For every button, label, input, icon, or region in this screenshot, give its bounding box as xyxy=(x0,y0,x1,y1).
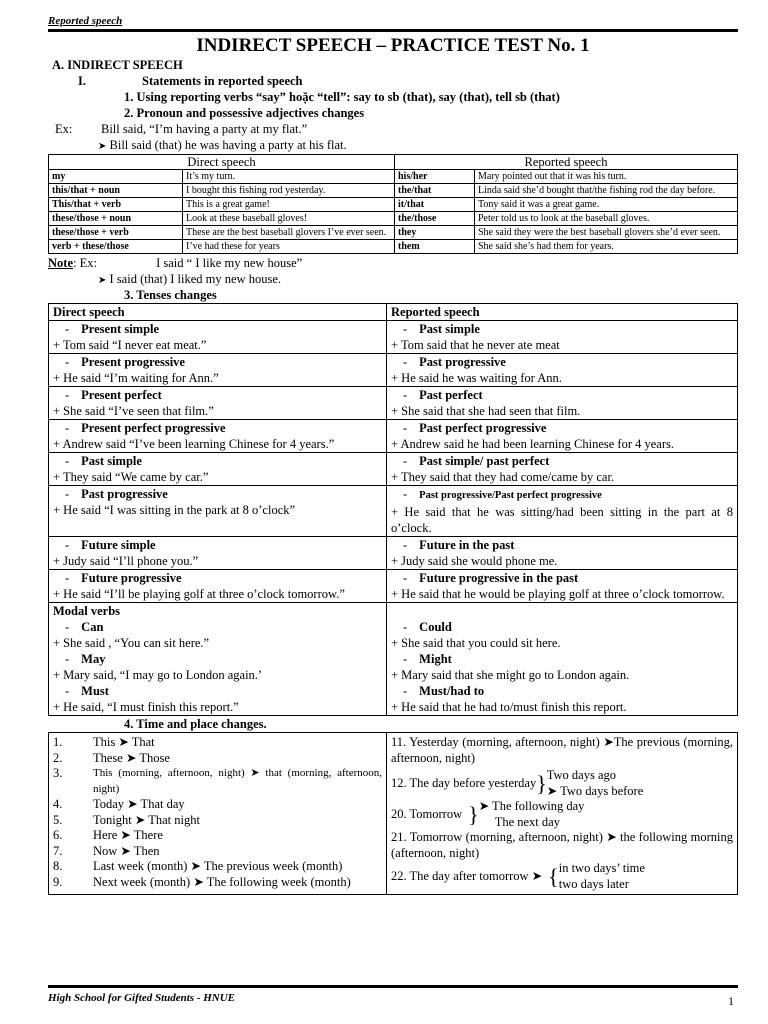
section-a-heading: A. INDIRECT SPEECH xyxy=(52,58,183,72)
tense-label: Future progressive xyxy=(81,571,182,585)
modal-label: Must xyxy=(81,684,109,698)
note-reported: ➤ I said (that) I liked my new house. xyxy=(98,272,281,286)
tense-name: - Future progressive xyxy=(65,571,182,585)
modal-example: + He said, “I must finish this report.” xyxy=(53,700,239,714)
note-example: Note: Ex: I said “ I like my new house” xyxy=(48,256,303,270)
tense-reported-cell xyxy=(387,420,738,453)
page-title: INDIRECT SPEECH – PRACTICE TEST No. 1 xyxy=(196,35,590,56)
tense-example: + He said that he was sitting/had been sitting in the part at 8 o’clock. xyxy=(391,505,733,535)
tense-label: Past simple xyxy=(419,322,480,336)
tense-example: + She said “I’ve seen that film.” xyxy=(53,404,214,418)
subsection-heading: I. Statements in reported speech xyxy=(78,74,303,88)
time-item-text: Here ➤ There xyxy=(93,828,163,842)
tense-name: - Present perfect progressive xyxy=(65,421,226,435)
tense-label: Present perfect progressive xyxy=(81,421,226,435)
tense-name: - Present progressive xyxy=(65,355,185,369)
tense-example: + She said that she had seen that film. xyxy=(391,404,581,418)
tense-row xyxy=(49,420,738,453)
pronoun-reported-form: his/her xyxy=(395,170,475,184)
running-header: Reported speech xyxy=(48,15,123,27)
tense-label: Future in the past xyxy=(419,538,515,552)
pronoun-direct-example: These are the best baseball glovers I’ve ever seen. xyxy=(183,226,395,240)
modal-example: + Mary said that she might go to London again. xyxy=(391,668,630,682)
modal-label: Might xyxy=(419,652,452,666)
tense-name: - Future simple xyxy=(65,538,156,552)
pronoun-direct-form: these/those + noun xyxy=(49,212,183,226)
tense-name: - Past progressive xyxy=(403,355,506,369)
modal-example: + He said that he had to/must finish this report. xyxy=(391,700,627,714)
item-4-heading: 4. Time and place changes. xyxy=(124,717,267,731)
tense-example: + They said “We came by car.” xyxy=(53,470,209,484)
time-item-number: 4. xyxy=(53,797,63,811)
tense-name: - Present simple xyxy=(65,322,160,336)
pronoun-direct-example: This is a great game! xyxy=(183,198,395,212)
tense-example: + Tom said “I never eat meat.” xyxy=(53,338,207,352)
time-item xyxy=(53,875,382,891)
tense-row xyxy=(49,486,738,537)
pronoun-reported-form: they xyxy=(395,226,475,240)
modal-direct-cell xyxy=(49,603,387,716)
tense-reported-cell xyxy=(387,453,738,486)
modal-verb: - Must/had to xyxy=(403,684,485,698)
tense-name: - Past progressive xyxy=(65,487,168,501)
modal-reported-cell xyxy=(387,603,738,716)
tense-label: Present simple xyxy=(81,322,160,336)
tense-label: Past progressive/Past perfect progressive xyxy=(419,490,602,501)
pronoun-reported-form: the/those xyxy=(395,212,475,226)
example-1: Ex: Bill said, “I’m having a party at my flat.” xyxy=(55,122,308,136)
modal-example: + She said that you could sit here. xyxy=(391,636,561,650)
tenses-table xyxy=(48,303,738,716)
time-item-number: 7. xyxy=(53,843,63,858)
tense-label: Past simple/ past perfect xyxy=(419,454,550,468)
pronoun-direct-form: these/those + verb xyxy=(49,226,183,240)
time-item-text: Today ➤ That day xyxy=(93,797,185,811)
arrow-icon: ➤ xyxy=(98,141,107,152)
pronoun-reported-example: Tony said it was a great game. xyxy=(475,198,738,212)
tense-example: + He said “I was sitting in the park at 8 o’clock” xyxy=(53,503,296,517)
footer-rule xyxy=(48,985,738,988)
modal-label: May xyxy=(81,652,106,666)
time-item-text: These ➤ Those xyxy=(93,750,170,765)
pronoun-direct-example: It’s my turn. xyxy=(183,170,395,184)
time-item xyxy=(53,797,382,813)
time-item xyxy=(53,844,382,860)
pronoun-row xyxy=(49,240,738,254)
time-item-text: Last week (month) ➤ The previous week (month) xyxy=(93,859,343,873)
page-number: 1 xyxy=(728,994,734,1008)
time-item-text: Tonight ➤ That night xyxy=(93,812,200,827)
document-page xyxy=(48,14,738,895)
time-item-12: 12. The day before yesterday } Two days ago ➤ Two days before xyxy=(391,768,644,798)
pronoun-table xyxy=(48,154,738,254)
modal-row xyxy=(49,603,738,716)
item-1-heading: 1. Using reporting verbs “say” hoặc “tell”: say to sb (that), say (that), tell sb (that) xyxy=(124,90,560,104)
tense-name: - Past simple/ past perfect xyxy=(403,454,550,468)
modal-example: + She said , “You can sit here.” xyxy=(53,636,210,650)
time-item xyxy=(53,766,382,797)
tense-reported-cell xyxy=(387,486,738,537)
tense-reported-cell xyxy=(387,570,738,603)
arrow-icon: ➤ xyxy=(98,275,107,286)
tense-example: + Tom said that he never ate meat xyxy=(391,338,560,352)
modal-verb: - Can xyxy=(65,620,104,634)
tense-example: + He said he was waiting for Ann. xyxy=(391,371,562,385)
tense-label: Past simple xyxy=(81,454,142,468)
tense-example: + Andrew said he had been learning Chinese for 4 years. xyxy=(391,437,675,451)
modal-verb: - Could xyxy=(403,620,452,634)
tense-direct-cell xyxy=(49,321,387,354)
time-item-text: This ➤ That xyxy=(93,735,155,749)
time-item xyxy=(53,859,382,875)
tense-direct-cell xyxy=(49,387,387,420)
time-item-20: 20. Tomorrow } ➤ The following day The next day xyxy=(391,799,585,829)
tense-name: - Past simple xyxy=(65,454,142,468)
tense-direct-cell xyxy=(49,486,387,537)
pronoun-header-reported: Reported speech xyxy=(395,155,738,170)
time-item-number: 2. xyxy=(53,750,63,765)
tense-example: + Judy said “I’ll phone you.” xyxy=(53,554,199,568)
time-item-number: 3. xyxy=(53,766,63,780)
pronoun-row xyxy=(49,212,738,226)
tense-name: - Future progressive in the past xyxy=(403,571,579,585)
tense-row xyxy=(49,570,738,603)
modal-title: Modal verbs xyxy=(53,604,121,618)
pronoun-reported-form: it/that xyxy=(395,198,475,212)
pronoun-direct-example: Look at these baseball gloves! xyxy=(183,212,395,226)
tense-name: - Past progressive/Past perfect progressive xyxy=(403,487,602,501)
modal-spacer xyxy=(391,603,733,619)
pronoun-reported-example: Linda said she’d bought that/the fishing rod the day before. xyxy=(475,184,738,198)
tense-direct-cell xyxy=(49,354,387,387)
modal-label: Must/had to xyxy=(419,684,485,698)
pronoun-reported-example: She said they were the best baseball glovers she’d ever seen. xyxy=(475,226,738,240)
pronoun-reported-form: them xyxy=(395,240,475,254)
tense-direct-cell xyxy=(49,570,387,603)
tense-direct-cell xyxy=(49,420,387,453)
item-2-heading: 2. Pronoun and possessive adjectives changes xyxy=(124,106,365,120)
modal-verb: - Must xyxy=(65,684,109,698)
tense-reported-cell xyxy=(387,354,738,387)
tense-label: Past progressive xyxy=(81,487,168,501)
example-1-reported: ➤ Bill said (that) he was having a party at his flat. xyxy=(98,138,347,152)
tenses-header-direct: Direct speech xyxy=(49,304,387,321)
pronoun-direct-example: I’ve had these for years xyxy=(183,240,395,254)
time-item-number: 8. xyxy=(53,859,63,873)
time-list-left xyxy=(49,733,387,895)
item-3-heading: 3. Tenses changes xyxy=(124,288,217,302)
pronoun-direct-form: This/that + verb xyxy=(49,198,183,212)
tense-label: Present perfect xyxy=(81,388,162,402)
pronoun-direct-example: I bought this fishing rod yesterday. xyxy=(183,184,395,198)
modal-label: Can xyxy=(81,620,104,634)
time-item-number: 9. xyxy=(53,874,63,889)
time-item xyxy=(53,828,382,844)
tense-reported-cell xyxy=(387,321,738,354)
tense-label: Future simple xyxy=(81,538,156,552)
modal-verb: - Might xyxy=(403,652,452,666)
time-item-text: This (morning, afternoon, night) ➤ that (morning, afternoon, night) xyxy=(93,767,382,795)
pronoun-reported-example: Mary pointed out that it was his turn. xyxy=(475,170,738,184)
tense-label: Past perfect progressive xyxy=(419,421,547,435)
time-place-table xyxy=(48,732,738,895)
tense-label: Future progressive in the past xyxy=(419,571,579,585)
tense-row xyxy=(49,354,738,387)
pronoun-direct-form: verb + these/those xyxy=(49,240,183,254)
tense-example: + He said that he would be playing golf at three o’clock tomorrow. xyxy=(391,587,725,601)
pronoun-direct-form: my xyxy=(49,170,183,184)
tense-direct-cell xyxy=(49,537,387,570)
tense-example: + He said “I’ll be playing golf at three o’clock tomorrow.” xyxy=(53,587,345,601)
tense-row xyxy=(49,387,738,420)
pronoun-reported-example: She said she’s had them for years. xyxy=(475,240,738,254)
pronoun-row xyxy=(49,226,738,240)
pronoun-row xyxy=(49,198,738,212)
pronoun-row xyxy=(49,170,738,184)
time-item-text: Now ➤ Then xyxy=(93,843,160,858)
tense-label: Present progressive xyxy=(81,355,185,369)
tense-name: - Past perfect xyxy=(403,388,483,402)
time-item xyxy=(53,735,382,751)
tense-example: + Andrew said “I’ve been learning Chinese for 4 years.” xyxy=(53,437,335,451)
time-item-number: 1. xyxy=(53,735,63,749)
time-list-right xyxy=(387,733,738,895)
modal-verb: - May xyxy=(65,652,106,666)
tenses-header-reported: Reported speech xyxy=(387,304,738,321)
pronoun-direct-form: this/that + noun xyxy=(49,184,183,198)
time-item xyxy=(53,751,382,767)
tense-row xyxy=(49,537,738,570)
tense-reported-cell xyxy=(387,387,738,420)
pronoun-header-direct: Direct speech xyxy=(49,155,395,170)
tense-row xyxy=(49,321,738,354)
header-rule xyxy=(48,29,738,32)
time-item-11: 11. Yesterday (morning, afternoon, night) ➤The previous (morning, afternoon, night) xyxy=(391,735,733,765)
tense-example: + Judy said she would phone me. xyxy=(391,554,558,568)
tense-name: - Past perfect progressive xyxy=(403,421,547,435)
tense-name: - Present perfect xyxy=(65,388,162,402)
time-item-number: 6. xyxy=(53,828,63,842)
tense-direct-cell xyxy=(49,453,387,486)
tense-label: Past progressive xyxy=(419,355,506,369)
modal-example: + Mary said, “I may go to London again.’ xyxy=(53,668,263,682)
time-item-22: 22. The day after tomorrow ➤ { in two days’ time two days later xyxy=(391,861,645,891)
pronoun-reported-form: the/that xyxy=(395,184,475,198)
tense-name: - Past simple xyxy=(403,322,480,336)
tense-example: + They said that they had come/came by car. xyxy=(391,470,615,484)
time-item xyxy=(53,813,382,829)
tense-reported-cell xyxy=(387,537,738,570)
tense-name: - Future in the past xyxy=(403,538,515,552)
tense-example: + He said “I’m waiting for Ann.” xyxy=(53,371,219,385)
tense-row xyxy=(49,453,738,486)
footer-school: High School for Gifted Students - HNUE xyxy=(48,992,236,1004)
time-item-21: 21. Tomorrow (morning, afternoon, night) ➤ the following morning (afternoon, night) xyxy=(391,830,733,860)
pronoun-reported-example: Peter told us to look at the baseball gloves. xyxy=(475,212,738,226)
time-item-number: 5. xyxy=(53,812,63,827)
pronoun-row xyxy=(49,184,738,198)
modal-label: Could xyxy=(419,620,452,634)
tense-label: Past perfect xyxy=(419,388,483,402)
time-item-text: Next week (month) ➤ The following week (month) xyxy=(93,874,351,889)
